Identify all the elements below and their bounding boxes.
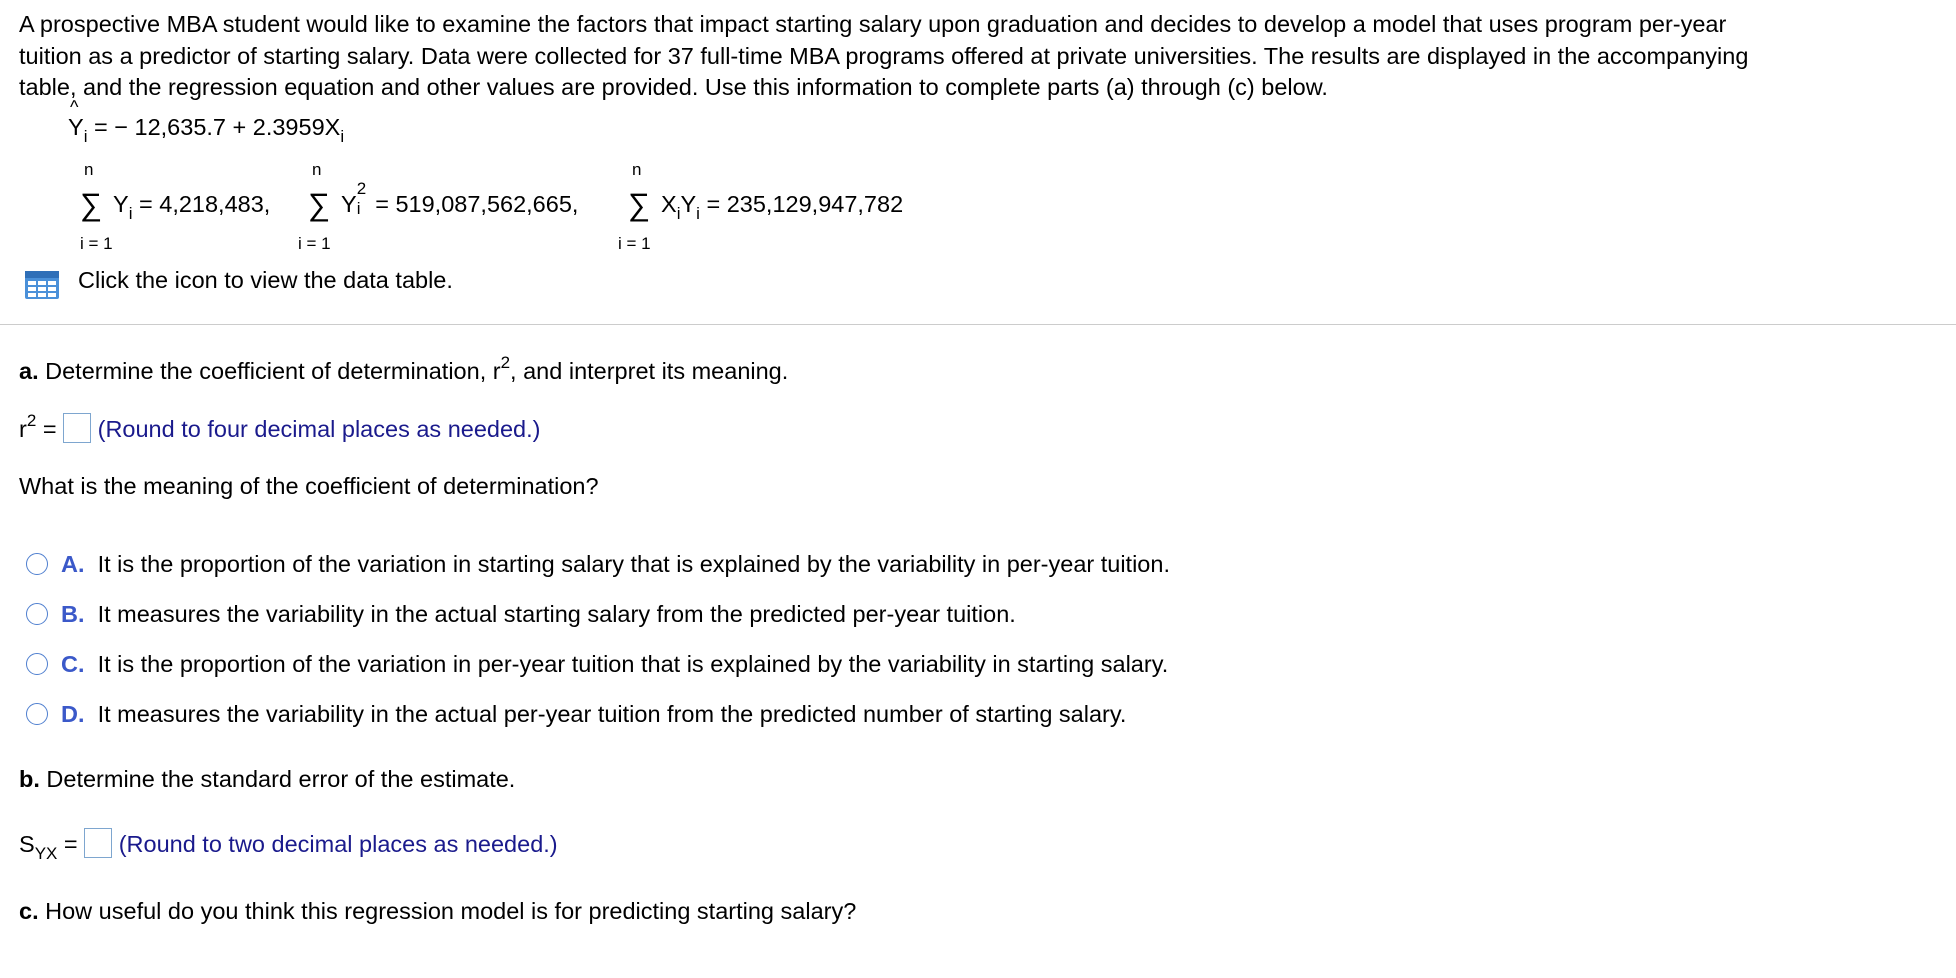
option-b-radio[interactable] xyxy=(26,603,48,625)
sum2-upper: n xyxy=(312,160,322,179)
problem-line-1: A prospective MBA student would like to examine the factors that impact starting salary upon graduation and decides to develop a model that uses program per-year xyxy=(19,11,1727,37)
part-c-question: c. How useful do you think this regression model is for predicting starting salary? xyxy=(19,898,857,924)
grid-icon xyxy=(24,270,60,300)
part-b-answer-row: $S_{YX}$ = (Round to two decimal places as needed.) xyxy=(19,828,558,870)
sum1-lower: i = 1 xyxy=(80,234,113,253)
sum3-lower: i = 1 xyxy=(618,234,651,253)
sum2-sigma: ∑ xyxy=(308,187,331,222)
sum2-expression: Y 2 i = 519,087,562,665, xyxy=(341,179,579,218)
sum3-upper: n xyxy=(632,160,642,179)
problem-line-2: tuition as a predictor of starting salary. Data were collected for 37 full-time MBA programs offered at private universities. The results are displayed in the accompanying xyxy=(19,43,1749,69)
part-a-hint: (Round to four decimal places as needed.) xyxy=(97,416,541,442)
sum1-expression: $Y_i = 4,218,483$, xyxy=(113,191,271,223)
sum1-sigma: ∑ xyxy=(80,187,103,222)
option-d-radio[interactable] xyxy=(26,703,48,725)
option-d[interactable]: D. It measures the variability in the actual per-year tuition from the predicted number of starting salary. xyxy=(61,701,1127,727)
hat-symbol: ^ xyxy=(70,97,79,117)
part-b-question: b. Determine the standard error of the estimate. xyxy=(19,766,516,792)
problem-line-3: table, and the regression equation and other values are provided. Use this information to complete parts (a) through (c) below. xyxy=(19,74,1328,100)
sum3-expression: $X_iY_i = 235,129,947,782$ xyxy=(661,191,904,223)
part-a-meaning-question: What is the meaning of the coefficient of determination? xyxy=(19,473,599,499)
r-squared-input[interactable] xyxy=(63,413,91,443)
option-c-radio[interactable] xyxy=(26,653,48,675)
regression-equation: ^ $Y_i$ = − $12,635.7 + 2.3959X_i$ xyxy=(68,97,345,146)
sum3-sigma: ∑ xyxy=(628,187,651,222)
part-a-question: a. Determine the coefficient of determination, $r^2$, and interpret its meaning. xyxy=(19,353,789,384)
option-a-radio[interactable] xyxy=(26,553,48,575)
data-table-link[interactable]: Click the icon to view the data table. xyxy=(78,267,453,293)
part-b-hint: (Round to two decimal places as needed.) xyxy=(118,831,558,857)
option-c[interactable]: C. It is the proportion of the variation in per-year tuition that is explained by the variability in starting salary. xyxy=(61,651,1169,677)
section-divider xyxy=(0,324,1956,325)
sum2-lower: i = 1 xyxy=(298,234,331,253)
option-b[interactable]: B. It measures the variability in the actual starting salary from the predicted per-year tuition. xyxy=(61,601,1016,627)
sum1-upper: n xyxy=(84,160,94,179)
part-a-answer-row: $r^2$ = (Round to four decimal places as needed.) xyxy=(19,411,541,442)
syx-input[interactable] xyxy=(84,828,112,858)
option-a[interactable]: A. It is the proportion of the variation in starting salary that is explained by the variability in per-year tuition. xyxy=(61,551,1170,577)
data-table-icon[interactable] xyxy=(24,270,60,300)
y-hat: ^ Y xyxy=(68,97,84,140)
